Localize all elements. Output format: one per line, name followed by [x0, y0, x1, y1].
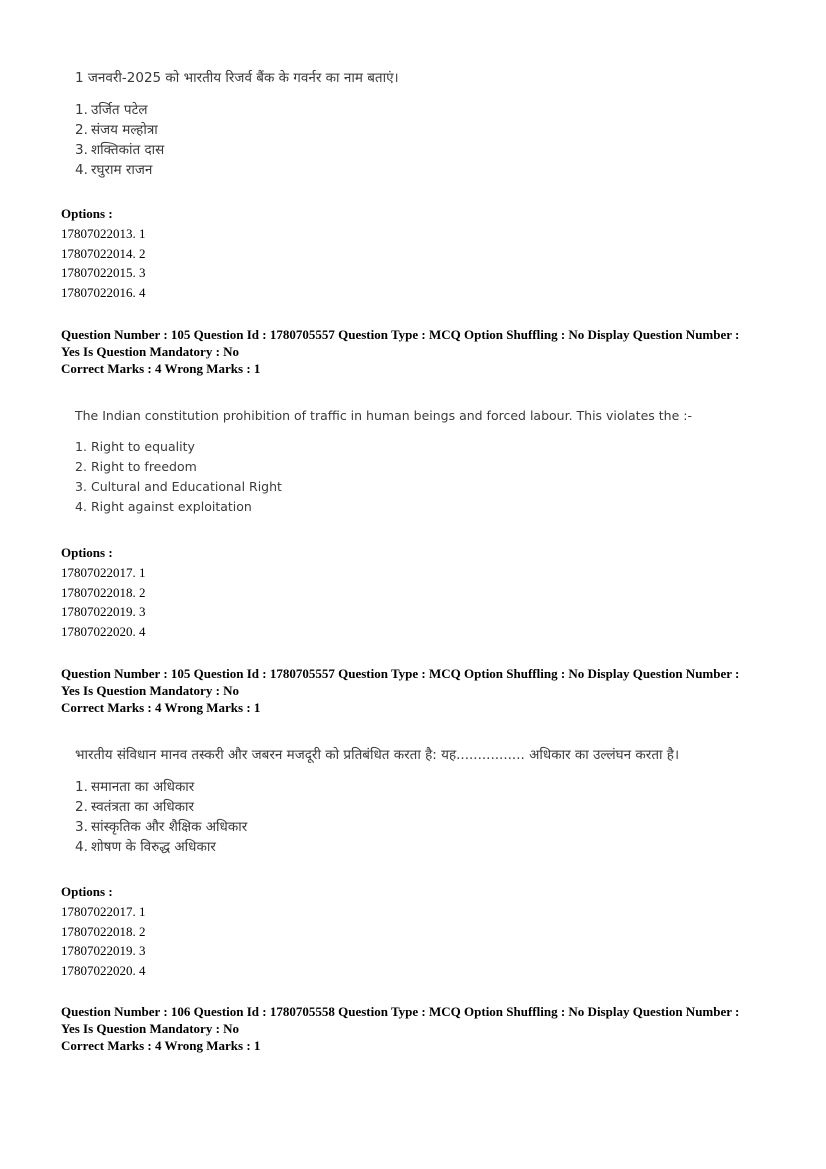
option-id: 17807022014. 2 [61, 245, 146, 261]
meta-line: Correct Marks : 4 Wrong Marks : 1 [61, 361, 261, 376]
question-text: The Indian constitution prohibition of traffic in human beings and forced labour. This violates the :- [75, 408, 692, 423]
choice-item: 3. शक्तिकांत दास [75, 142, 165, 158]
option-id: 17807022015. 3 [61, 265, 146, 280]
question-image-3 [75, 745, 679, 857]
choice-item: 4. Right against exploitation [75, 499, 252, 514]
choice-list [75, 437, 692, 517]
question-image-1 [75, 68, 399, 180]
choice-list [75, 777, 679, 857]
meta-line: Correct Marks : 4 Wrong Marks : 1 [61, 700, 261, 715]
option-id: 17807022018. 2 [61, 584, 146, 600]
options-label: Options : [61, 206, 113, 221]
option-id: 17807022017. 1 [61, 904, 146, 919]
choice-item: 1. उर्जित पटेल [75, 102, 148, 118]
option-id: 17807022016. 4 [61, 284, 146, 300]
question-meta-1 [61, 326, 773, 377]
meta-line: Yes Is Question Mandatory : No [61, 1021, 240, 1036]
choice-item: 1. Right to equality [75, 439, 195, 454]
meta-line: Question Number : 105 Question Id : 1780705557 Question Type : MCQ Option Shuffling : No Display Question Number : [61, 666, 740, 681]
choice-item: 3. Cultural and Educational Right [75, 479, 282, 494]
meta-line: Question Number : 105 Question Id : 1780705557 Question Type : MCQ Option Shuffling : No Display Question Number : [61, 327, 740, 342]
choice-item: 2. स्वतंत्रता का अधिकार [75, 799, 195, 815]
option-id: 17807022019. 3 [61, 604, 146, 619]
option-id: 17807022019. 3 [61, 943, 146, 958]
options-block-1 [61, 204, 146, 302]
options-block-3 [61, 882, 146, 980]
question-text: भारतीय संविधान मानव तस्करी और जबरन मजदूरी को प्रतिबंधित करता है: यह................ अधिकार का उल्लंघन करता है। [75, 747, 680, 763]
option-id: 17807022020. 4 [61, 623, 146, 639]
option-id: 17807022013. 1 [61, 226, 146, 241]
question-text: 1 जनवरी-2025 को भारतीय रिजर्व बैंक के गवर्नर का नाम बताएं। [75, 70, 399, 86]
choice-item: 2. संजय मल्होत्रा [75, 122, 158, 138]
option-id: 17807022017. 1 [61, 565, 146, 580]
choice-item: 3. सांस्कृतिक और शैक्षिक अधिकार [75, 819, 248, 835]
question-image-2 [75, 408, 692, 517]
option-id: 17807022018. 2 [61, 923, 146, 939]
choice-item: 4. शोषण के विरुद्ध अधिकार [75, 839, 216, 855]
options-label: Options : [61, 545, 113, 560]
meta-line: Yes Is Question Mandatory : No [61, 683, 240, 698]
meta-line: Correct Marks : 4 Wrong Marks : 1 [61, 1038, 261, 1053]
choice-item: 1. समानता का अधिकार [75, 779, 195, 795]
options-label: Options : [61, 884, 113, 899]
question-meta-2 [61, 665, 773, 716]
choice-list [75, 100, 399, 180]
choice-item: 4. रघुराम राजन [75, 162, 153, 178]
meta-line: Question Number : 106 Question Id : 1780705558 Question Type : MCQ Option Shuffling : No Display Question Number : [61, 1004, 740, 1019]
options-block-2 [61, 543, 146, 641]
option-id: 17807022020. 4 [61, 962, 146, 978]
question-meta-3 [61, 1003, 773, 1054]
choice-item: 2. Right to freedom [75, 459, 197, 474]
meta-line: Yes Is Question Mandatory : No [61, 344, 240, 359]
